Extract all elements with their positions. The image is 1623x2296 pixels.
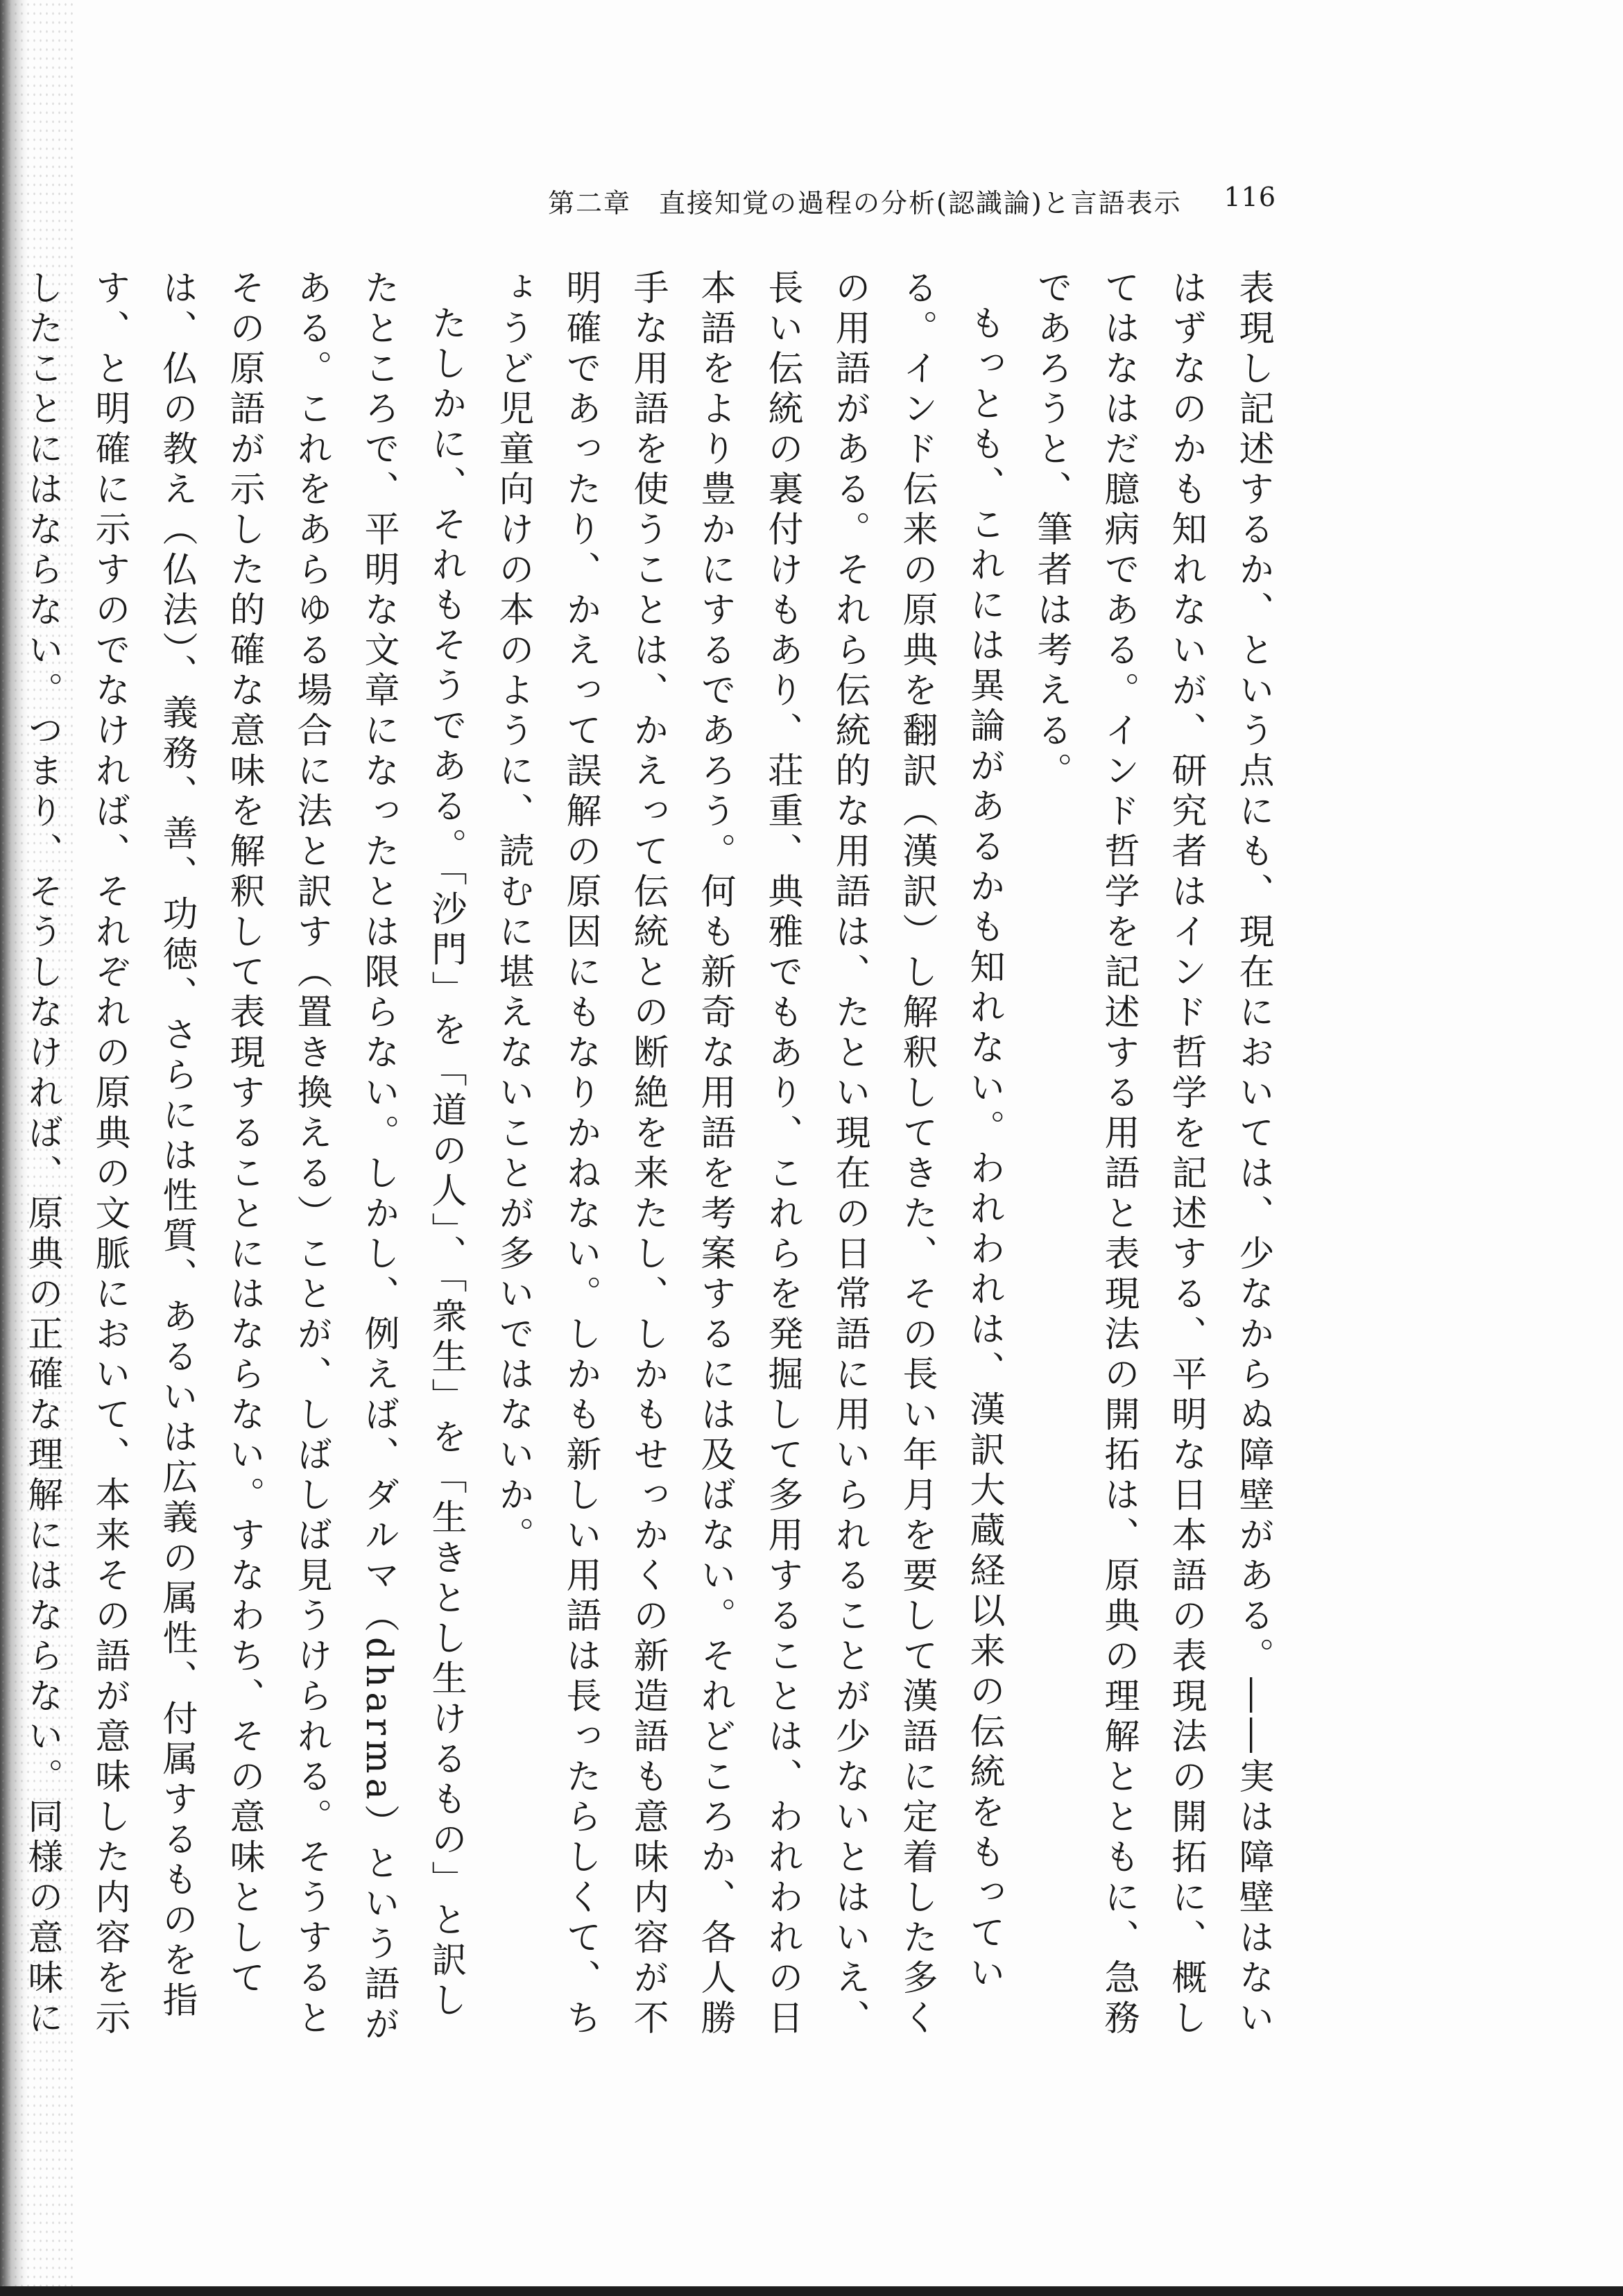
chapter-title: 第二章 直接知覚の過程の分析(認識論)と言語表示 bbox=[548, 188, 1182, 219]
running-header bbox=[548, 182, 1276, 223]
page-number: 116 bbox=[1223, 182, 1276, 212]
paragraph-2: もっとも、これには異論があるかも知れない。われわれは、漢訳大蔵経以来の伝統をもっている。インド伝来の原典を翻訳（漢訳）し解釈してきた、その長い年月を要して漢語に定着した多くの用語がある。それら伝統的な用語は、たとい現在の日常語に用いられることが少ないとはいえ、長い伝統の裏付けもあり、荘重、典雅でもあり、これらを発掘して多用することは、われわれの日本語をより豊かにするであろう。何も新奇な用語を考案するには及ばない。それどころか、各人勝手な用語を使うことは、かえって伝統との断絶を来たし、しかもせっかくの新造語も意味内容が不明確であったり、かえって誤解の原因にもなりかねない。しかも新しい用語は長ったらしくて、ちょうど児童向けの本のように、読むに堪えないことが多いではないか。 bbox=[492, 269, 1004, 2039]
paragraph-3: たしかに、それもそうである。「沙門」を「道の人」、「衆生」を「生きとし生けるもの」と訳したところで、平明な文章になったとは限らない。しかし、例えば、ダルマ（dharma）という語がある。これをあらゆる場合に法と訳す（置き換える）ことが、しばしば見うけられる。そうするとその原語が示した的確な意味を解釈して表現することにはならない。すなわち、その意味としては、仏の教え（仏法）、義務、善、功徳、さらには性質、あるいは広義の属性、付属するものを指す、と明確に示すのでなければ、それぞれの原典の文脈において、本来その語が意味した内容を示したことにはならない。つまり、そうしなければ、原典の正確な理解にはならない。同様の意味に bbox=[22, 269, 466, 2046]
vertical-body-text bbox=[22, 269, 1287, 2059]
bottom-scan-border bbox=[0, 2286, 1623, 2296]
paragraph-1: 表現し記述するか、という点にも、現在においては、少なからぬ障壁がある。――実は障壁はないはずなのかも知れないが、研究者はインド哲学を記述する、平明な日本語の表現法の開拓に、概してはなはだ臆病である。インド哲学を記述する用語と表現法の開拓は、原典の理解とともに、急務であろうと、筆者は考える。 bbox=[1031, 269, 1273, 2039]
